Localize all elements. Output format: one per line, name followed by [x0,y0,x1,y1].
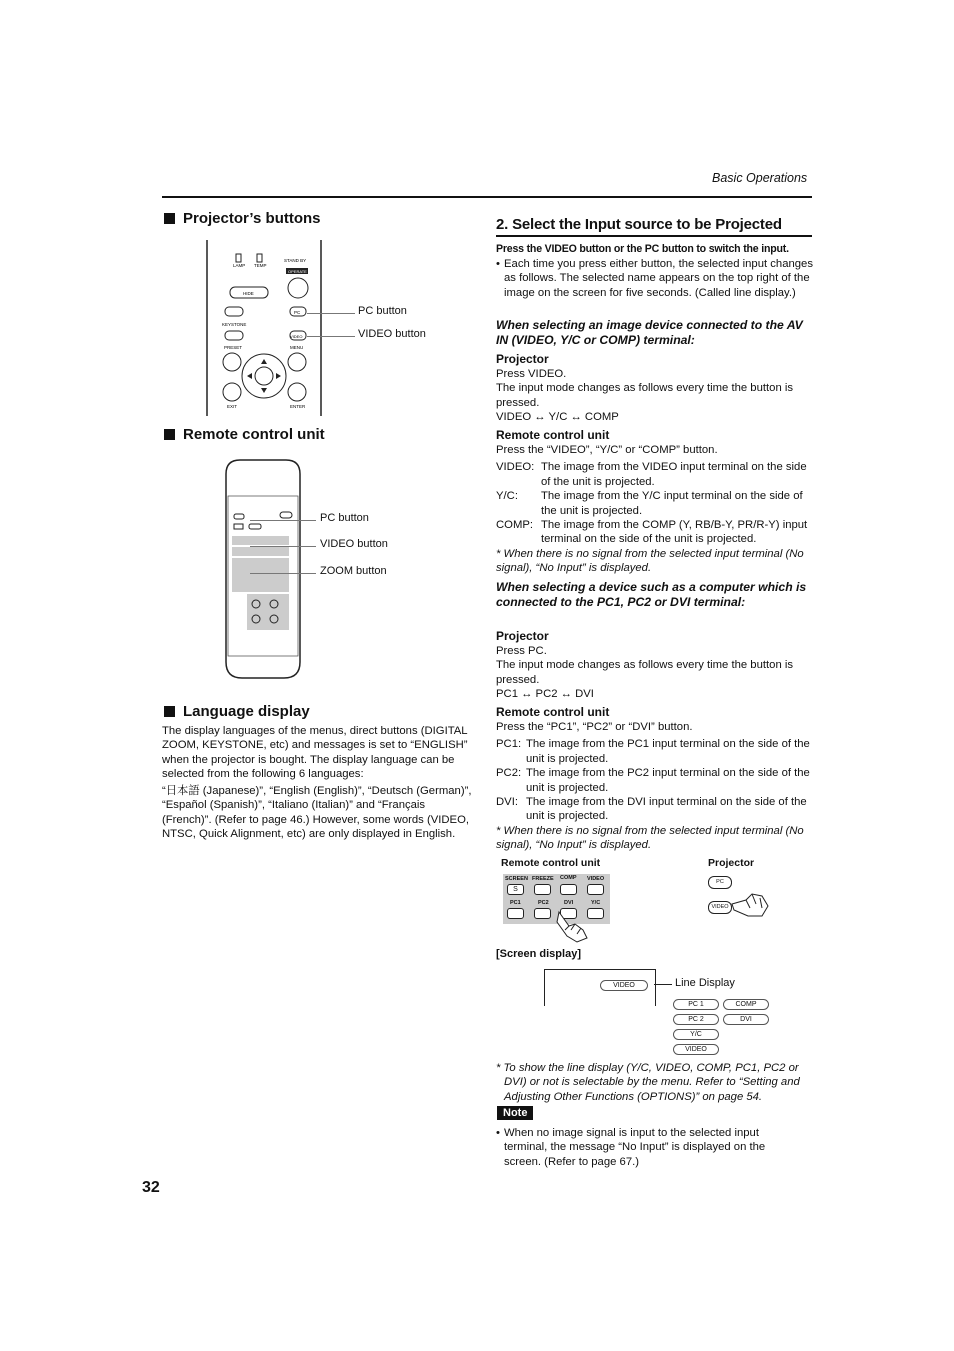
keystone-label: KEYSTONE [222,322,247,327]
screen-display-label: [Screen display] [496,948,581,960]
pc1-button-label: PC1 [510,900,521,906]
hide-label: HIDE [243,291,254,296]
enter-label: ENTER [290,404,306,409]
pc-button-leader-line [307,313,355,314]
line-display-footnote: * To show the line display (Y/C, VIDEO, COMP, PC1, PC2 or DVI) or not is selectable by the menu. Refer to “Setting and Adjusting Other Functions (OPTIONS)” on page 54. [496,1062,800,1103]
input-source-title: 2. Select the Input source to be Projected [496,216,782,233]
av-projector-label: Projector [496,352,549,366]
note-text: • When no image signal is input to the selected input terminal, the message “No Input” is displayed on the screen. (Refer to page 67.) [496,1127,766,1168]
projector-pc-key-icon: PC [708,876,732,889]
pc2-key-icon [534,908,551,919]
pc2-button-label: PC2 [538,900,549,906]
screen-key-icon: S [507,884,524,895]
comp-button-label: COMP [560,875,577,881]
pc-remote-item-dvi: DVI: The image from the DVI input terminal on the side of the unit is projected. [496,796,807,823]
operate-label: OPERATE [288,269,307,274]
header-rule [162,196,812,198]
freeze-key-icon [534,884,551,895]
pc-remote-label: Remote control unit [496,705,610,719]
pc-remote-block [496,705,814,853]
video-key-icon [587,884,604,895]
remote-control-heading: Remote control unit [164,426,325,443]
exit-label: EXIT [227,404,238,409]
av-projector-cycle: VIDEO ↔ Y/C ↔ COMP [496,411,619,424]
av-remote-note: * When there is no signal from the selected input terminal (No signal), “No Input” is displayed. [496,547,804,575]
remote-pc-leader-line [250,520,316,521]
pointing-hand-icon [730,886,770,922]
remote-zoom-leader-line [250,573,316,574]
av-remote-block [496,428,814,576]
projector-button-panel-illustration [200,240,340,420]
pc-projector-desc: The input mode changes as follows every time the button is pressed. [496,659,794,686]
line-display-video-pill: VIDEO [673,1044,719,1055]
screen-button-label: SCREEN [505,876,528,882]
square-bullet-icon [164,706,175,717]
lead-instruction: Press the VIDEO button or the PC button to switch the input. [496,243,789,255]
av-projector-press: Press VIDEO. [496,368,567,380]
square-bullet-icon [164,429,175,440]
projector-video-key-icon: VIDEO [708,901,732,914]
pc-remote-item-pc2: PC2: The image from the PC2 input terminal on the side of the unit is projected. [496,767,810,794]
header-section: Basic Operations [712,171,808,185]
page-number: 32 [142,1179,160,1196]
input-source-title-block [496,216,812,237]
remote-pc-button-callout: PC button [320,512,369,524]
video-small-label: VIDEO [290,334,303,339]
pc-projector-cycle: PC1 ↔ PC2 ↔ DVI [496,688,594,701]
language-display-heading: Language display [164,703,310,720]
av-projector-block [496,352,814,425]
line-display-leader-line [654,984,672,985]
pc-remote-note: * When there is no signal from the selected input terminal (No signal), “No Input” is displayed. [496,824,804,852]
av-in-heading: When selecting an image device connected to the AV IN (VIDEO, Y/C or COMP) terminal: [496,318,803,347]
square-bullet-icon [164,213,175,224]
figure-remote-label: Remote control unit [501,857,601,869]
pc-remote-item-pc1: PC1: The image from the PC1 input terminal on the side of the unit is projected. [496,738,810,765]
standby-label: STAND BY [284,258,307,263]
dvi-button-label: DVI [564,900,574,906]
pc-remote-press: Press the “PC1”, “PC2” or “DVI” button. [496,721,693,733]
pc-projector-press: Press PC. [496,645,547,657]
bullet-line-display: • Each time you press either button, the selected input changes as follows. The selected name appears on the top right of the image on the screen for five seconds. (Called line display.) [496,258,813,299]
comp-key-icon [560,884,577,895]
pc-projector-label: Projector [496,629,549,643]
av-remote-item-video: VIDEO: The image from the VIDEO input terminal on the side of the unit is projected. [496,461,807,488]
av-remote-label: Remote control unit [496,428,610,442]
av-remote-item-comp: COMP: The image from the COMP (Y, RB/B-Y, PR/R-Y) input terminal on the side of the unit is projected. [496,519,808,546]
pc1-key-icon [507,908,524,919]
language-paragraph-1: The display languages of the menus, direct buttons (DIGITAL ZOOM, KEYSTONE, etc) and messages is set to “ENGLISH” when the projector is bought. The display language can be selected from the following 6 languages: [162,725,468,781]
temp-label: TEMP [254,263,267,268]
video-button-leader-line [307,336,355,337]
remote-control-illustration [222,456,304,682]
note-tag: Note [497,1106,533,1120]
video-button-label: VIDEO [587,876,605,882]
projector-pc-button-callout: PC button [358,305,407,317]
preset-label: PRESET [224,345,243,350]
line-display-pc1-pill: PC 1 [673,999,719,1010]
lamp-label: LAMP [233,263,246,268]
pc-small-label: PC [294,310,301,315]
remote-zoom-button-callout: ZOOM button [320,565,387,577]
pointing-hand-icon [553,908,593,944]
figure-projector-label: Projector [708,857,755,869]
remote-video-button-callout: VIDEO button [320,538,388,550]
pc-projector-block [496,629,814,702]
line-display-pc2-pill: PC 2 [673,1014,719,1025]
line-display-label: Line Display [675,977,735,989]
pc-terminal-heading: When selecting a device such as a computer which is connected to the PC1, PC2 or DVI terminal: [496,580,807,609]
av-remote-press: Press the “VIDEO”, “Y/C” or “COMP” button. [496,444,718,456]
line-display-comp-pill: COMP [723,999,769,1010]
projector-video-button-callout: VIDEO button [358,328,426,340]
yc-button-label: Y/C [591,900,601,906]
av-projector-desc: The input mode changes as follows every time the button is pressed. [496,382,794,409]
screen-current-input-pill: VIDEO [600,980,648,991]
line-display-yc-pill: Y/C [673,1029,719,1040]
menu-label: MENU [290,345,304,350]
av-remote-item-yc: Y/C: The image from the Y/C input terminal on the side of the unit is projected. [496,490,803,517]
line-display-dvi-pill: DVI [723,1014,769,1025]
language-paragraph-2: “日本語 (Japanese)”, “English (English)”, “Deutsch (German)”, “Español (Spanish)”, “Italiano (Italian)” and “Français (French)”. (Refer to page 46.) However, some words (VIDEO, NTSC, Quick Alignment, etc) are only displayed in English. [162,785,472,841]
projector-buttons-heading: Projector’s buttons [164,210,321,227]
freeze-button-label: FREEZE [532,876,554,882]
remote-video-leader-line [250,546,316,547]
